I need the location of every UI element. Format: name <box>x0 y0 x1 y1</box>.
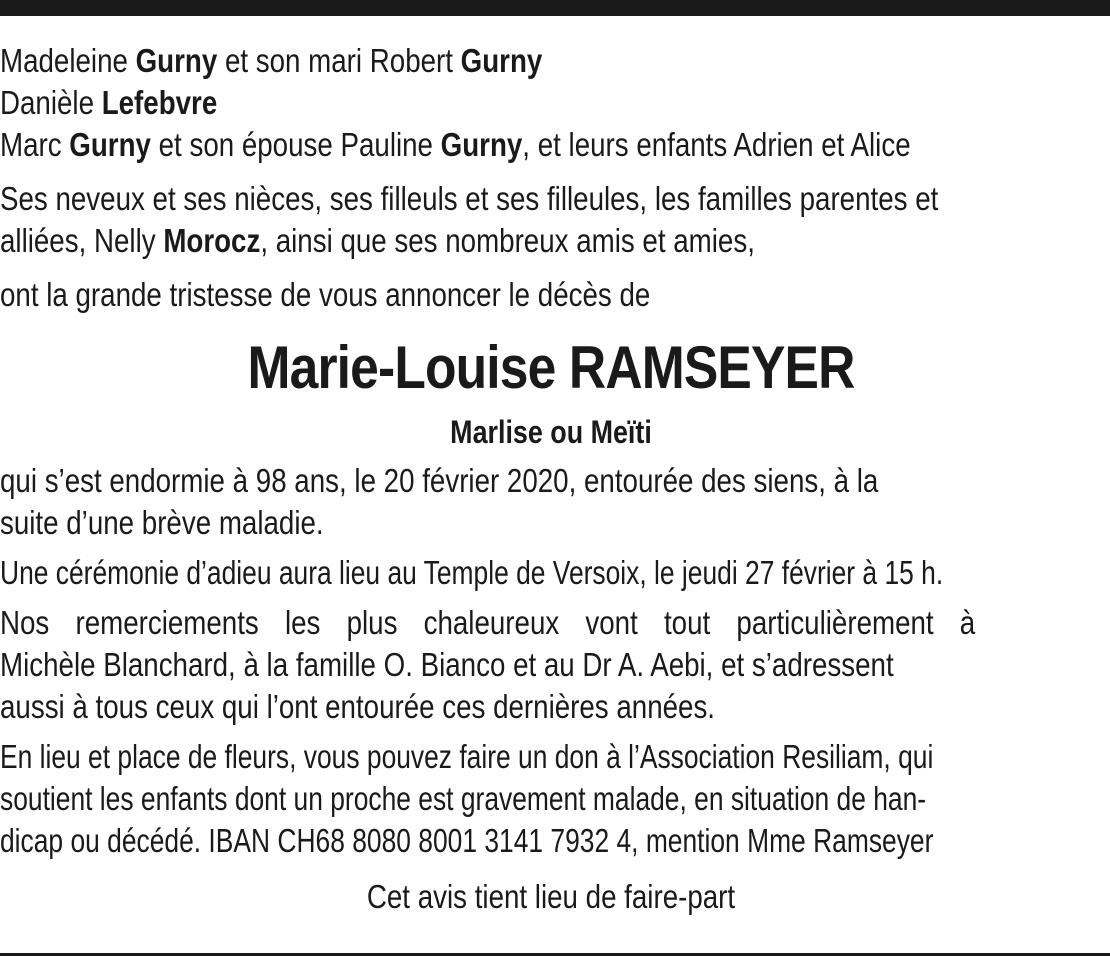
family-line-2: Danièle Lefebvre <box>0 84 218 121</box>
death-line-1: qui s’est endormie à 98 ans, le 20 février 2020, entourée des siens, à la <box>0 462 879 499</box>
top-rule <box>0 0 1110 16</box>
thanks-line-2: Michèle Blanchard, à la famille O. Bianco et au Dr A. Aebi, et s’adressent <box>0 646 894 683</box>
thanks-line-3: aussi à tous ceux qui l’ont entourée ces dernières années. <box>0 688 716 725</box>
donation-line-3: dicap ou décédé. IBAN CH68 8080 8001 3141 7932 4, mention Mme Ramseyer <box>0 822 934 859</box>
donation-line-1: En lieu et place de fleurs, vous pouvez faire un don à l’Association Resiliam, qui <box>0 738 934 775</box>
donation-line-2: soutient les enfants dont un proche est gravement malade, en situation de han- <box>0 780 927 817</box>
relatives-line-1: Ses neveux et ses nièces, ses filleuls et ses filleules, les familles parentes et <box>0 180 939 217</box>
thanks-line-1: Nos remerciements les plus chaleureux vont tout particulièrement à <box>0 604 976 641</box>
deceased-name: Marie-Louise RAMSEYER <box>247 334 855 401</box>
announcement-text: ont la grande tristesse de vous annoncer le décès de <box>0 276 651 313</box>
relatives-line-2: alliées, Nelly Morocz, ainsi que ses nombreux amis et amies, <box>0 222 755 259</box>
death-line-2: suite d’une brève maladie. <box>0 504 324 541</box>
family-line-1: Madeleine Gurny et son mari Robert Gurny <box>0 42 543 79</box>
obituary-notice <box>0 40 1102 918</box>
ceremony-text: Une cérémonie d’adieu aura lieu au Temple de Versoix, le jeudi 27 février à 15 h. <box>0 554 944 591</box>
deceased-nickname: Marlise ou Meïti <box>450 414 652 450</box>
footer-note: Cet avis tient lieu de faire-part <box>366 878 736 915</box>
family-line-3: Marc Gurny et son épouse Pauline Gurny, et leurs enfants Adrien et Alice <box>0 126 911 163</box>
